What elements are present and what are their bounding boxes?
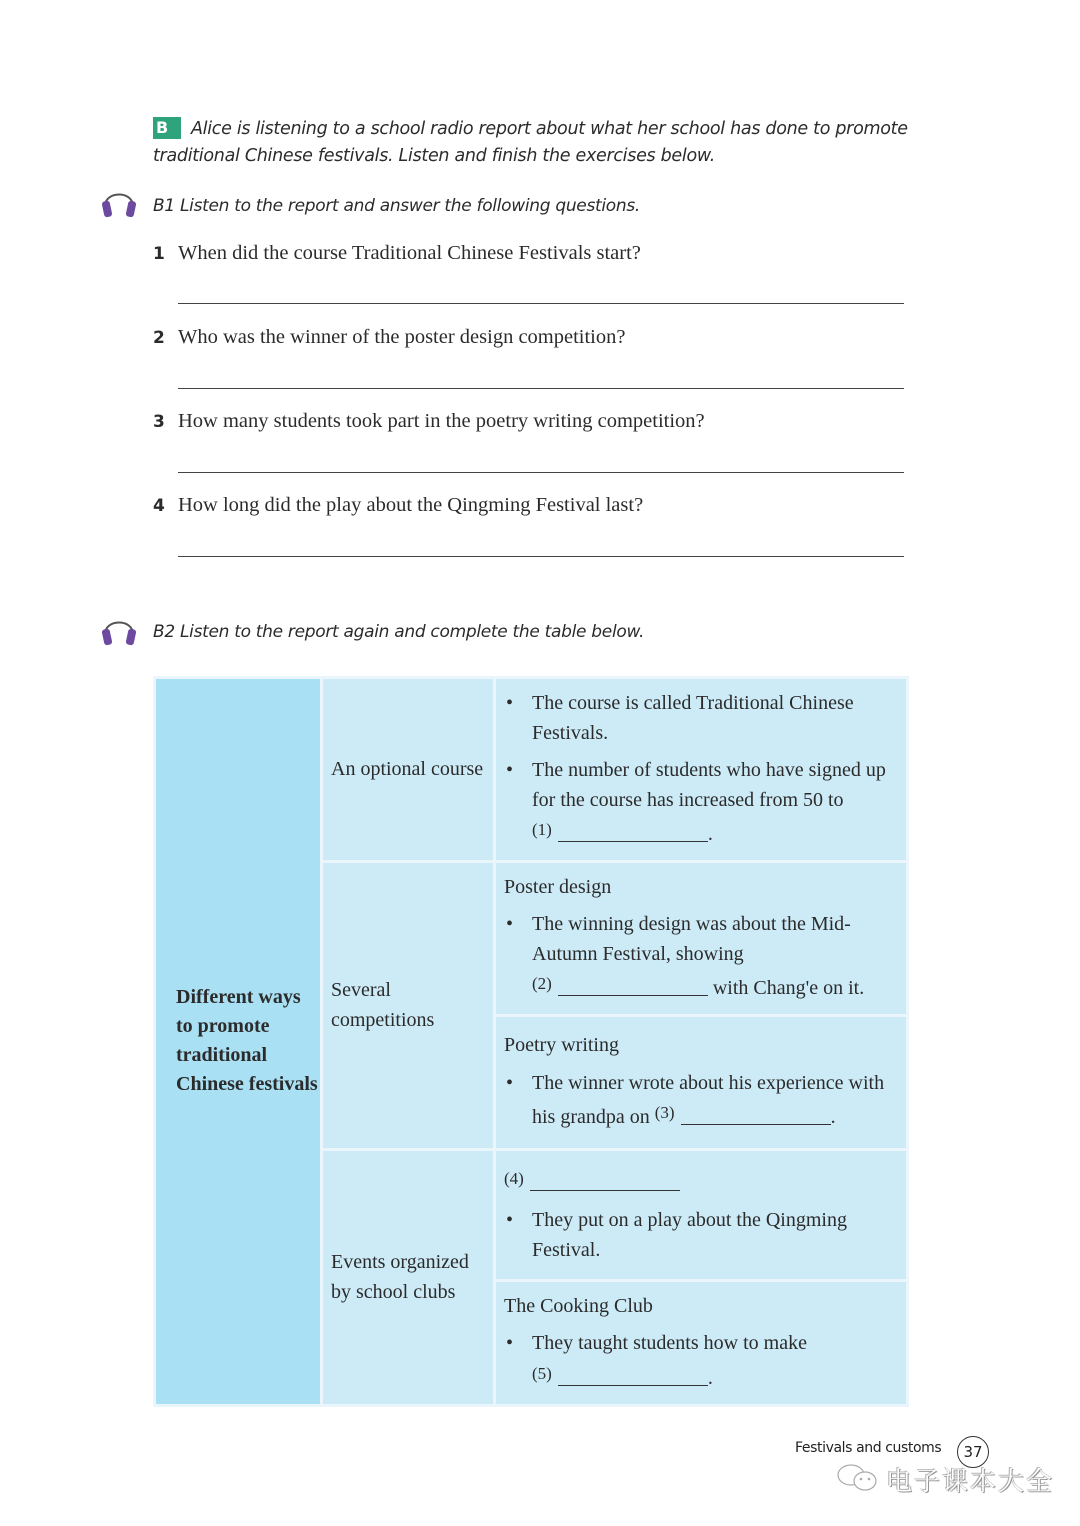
question-3: [153, 410, 705, 433]
detail-cell: [495, 1015, 908, 1149]
detail-cell: [495, 1280, 908, 1405]
question-text: Who was the winner of the poster design competition?: [178, 326, 626, 348]
question-number: 2: [153, 328, 165, 348]
category-cell: Events organized by school clubs: [322, 1149, 495, 1405]
bullet-item: • They put on a play about the Qingming Festival.: [506, 1209, 847, 1261]
question-1: [153, 242, 641, 265]
chapter-title: Festivals and customs: [795, 1440, 942, 1456]
detail-cell: [495, 678, 908, 862]
page-number: 37: [957, 1436, 989, 1468]
question-text: When did the course Traditional Chinese Festivals start?: [178, 242, 641, 264]
question-number: 3: [153, 412, 165, 432]
bullet-item: • The winner wrote about his experience with his grandpa on $^{(3)}$ .: [506, 1071, 885, 1129]
intro-text: Alice is listening to a school radio report about what her school has done to promote traditional Chinese festivals. Listen and finish the exercises below.: [153, 119, 908, 166]
blank-3[interactable]: [681, 1106, 831, 1125]
subheading: Poetry writing: [504, 1034, 619, 1057]
table-row: [155, 678, 908, 862]
question-text: How long did the play about the Qingming Festival last?: [178, 494, 644, 516]
question-number: 1: [153, 244, 165, 264]
headphones-icon[interactable]: [100, 180, 138, 220]
watermark: 电子课本大全: [886, 1467, 1055, 1497]
b2-instruction: B2 Listen to the report again and complete the table below.: [153, 622, 645, 642]
answer-line-3[interactable]: [178, 472, 904, 473]
detail-cell: $^{(4)}$ • They put on a play about the Qingming Festival.: [495, 1149, 908, 1280]
answer-line-4[interactable]: [178, 556, 904, 557]
blank-2[interactable]: [558, 977, 708, 996]
blank-1[interactable]: [558, 823, 708, 842]
bullet-item: • They taught students how to make $^{(5)}$ .: [506, 1332, 807, 1389]
question-number: 4: [153, 496, 165, 516]
blank-5[interactable]: [558, 1367, 708, 1386]
table-header-cell: Different ways to promote traditional Chinese festivals: [155, 678, 322, 1406]
section-intro: [153, 116, 913, 170]
blank-4[interactable]: [530, 1172, 680, 1191]
answer-line-2[interactable]: [178, 388, 904, 389]
bullet-item: • The number of students who have signed up for the course has increased from 50 to $^{(1)}$ .: [506, 759, 886, 845]
detail-cell: [495, 861, 908, 1015]
question-2: [153, 326, 625, 349]
bullet-item: • The winning design was about the Mid-Autumn Festival, showing $^{(2)}$ with Chang'e on it.: [506, 913, 865, 999]
festival-table: [153, 676, 909, 1407]
question-text: How many students took part in the poetry writing competition?: [178, 410, 705, 432]
subheading: Poster design: [504, 875, 612, 898]
headphones-icon[interactable]: [100, 608, 138, 648]
b1-instruction: B1 Listen to the report and answer the following questions.: [153, 196, 641, 216]
section-badge: B: [153, 117, 181, 139]
subheading: The Cooking Club: [504, 1294, 653, 1317]
answer-line-1[interactable]: [178, 303, 904, 304]
category-cell: An optional course: [322, 678, 495, 862]
question-4: [153, 494, 643, 517]
category-cell: Several competitions: [322, 861, 495, 1149]
bullet-item: • The course is called Traditional Chinese Festivals.: [506, 692, 854, 744]
